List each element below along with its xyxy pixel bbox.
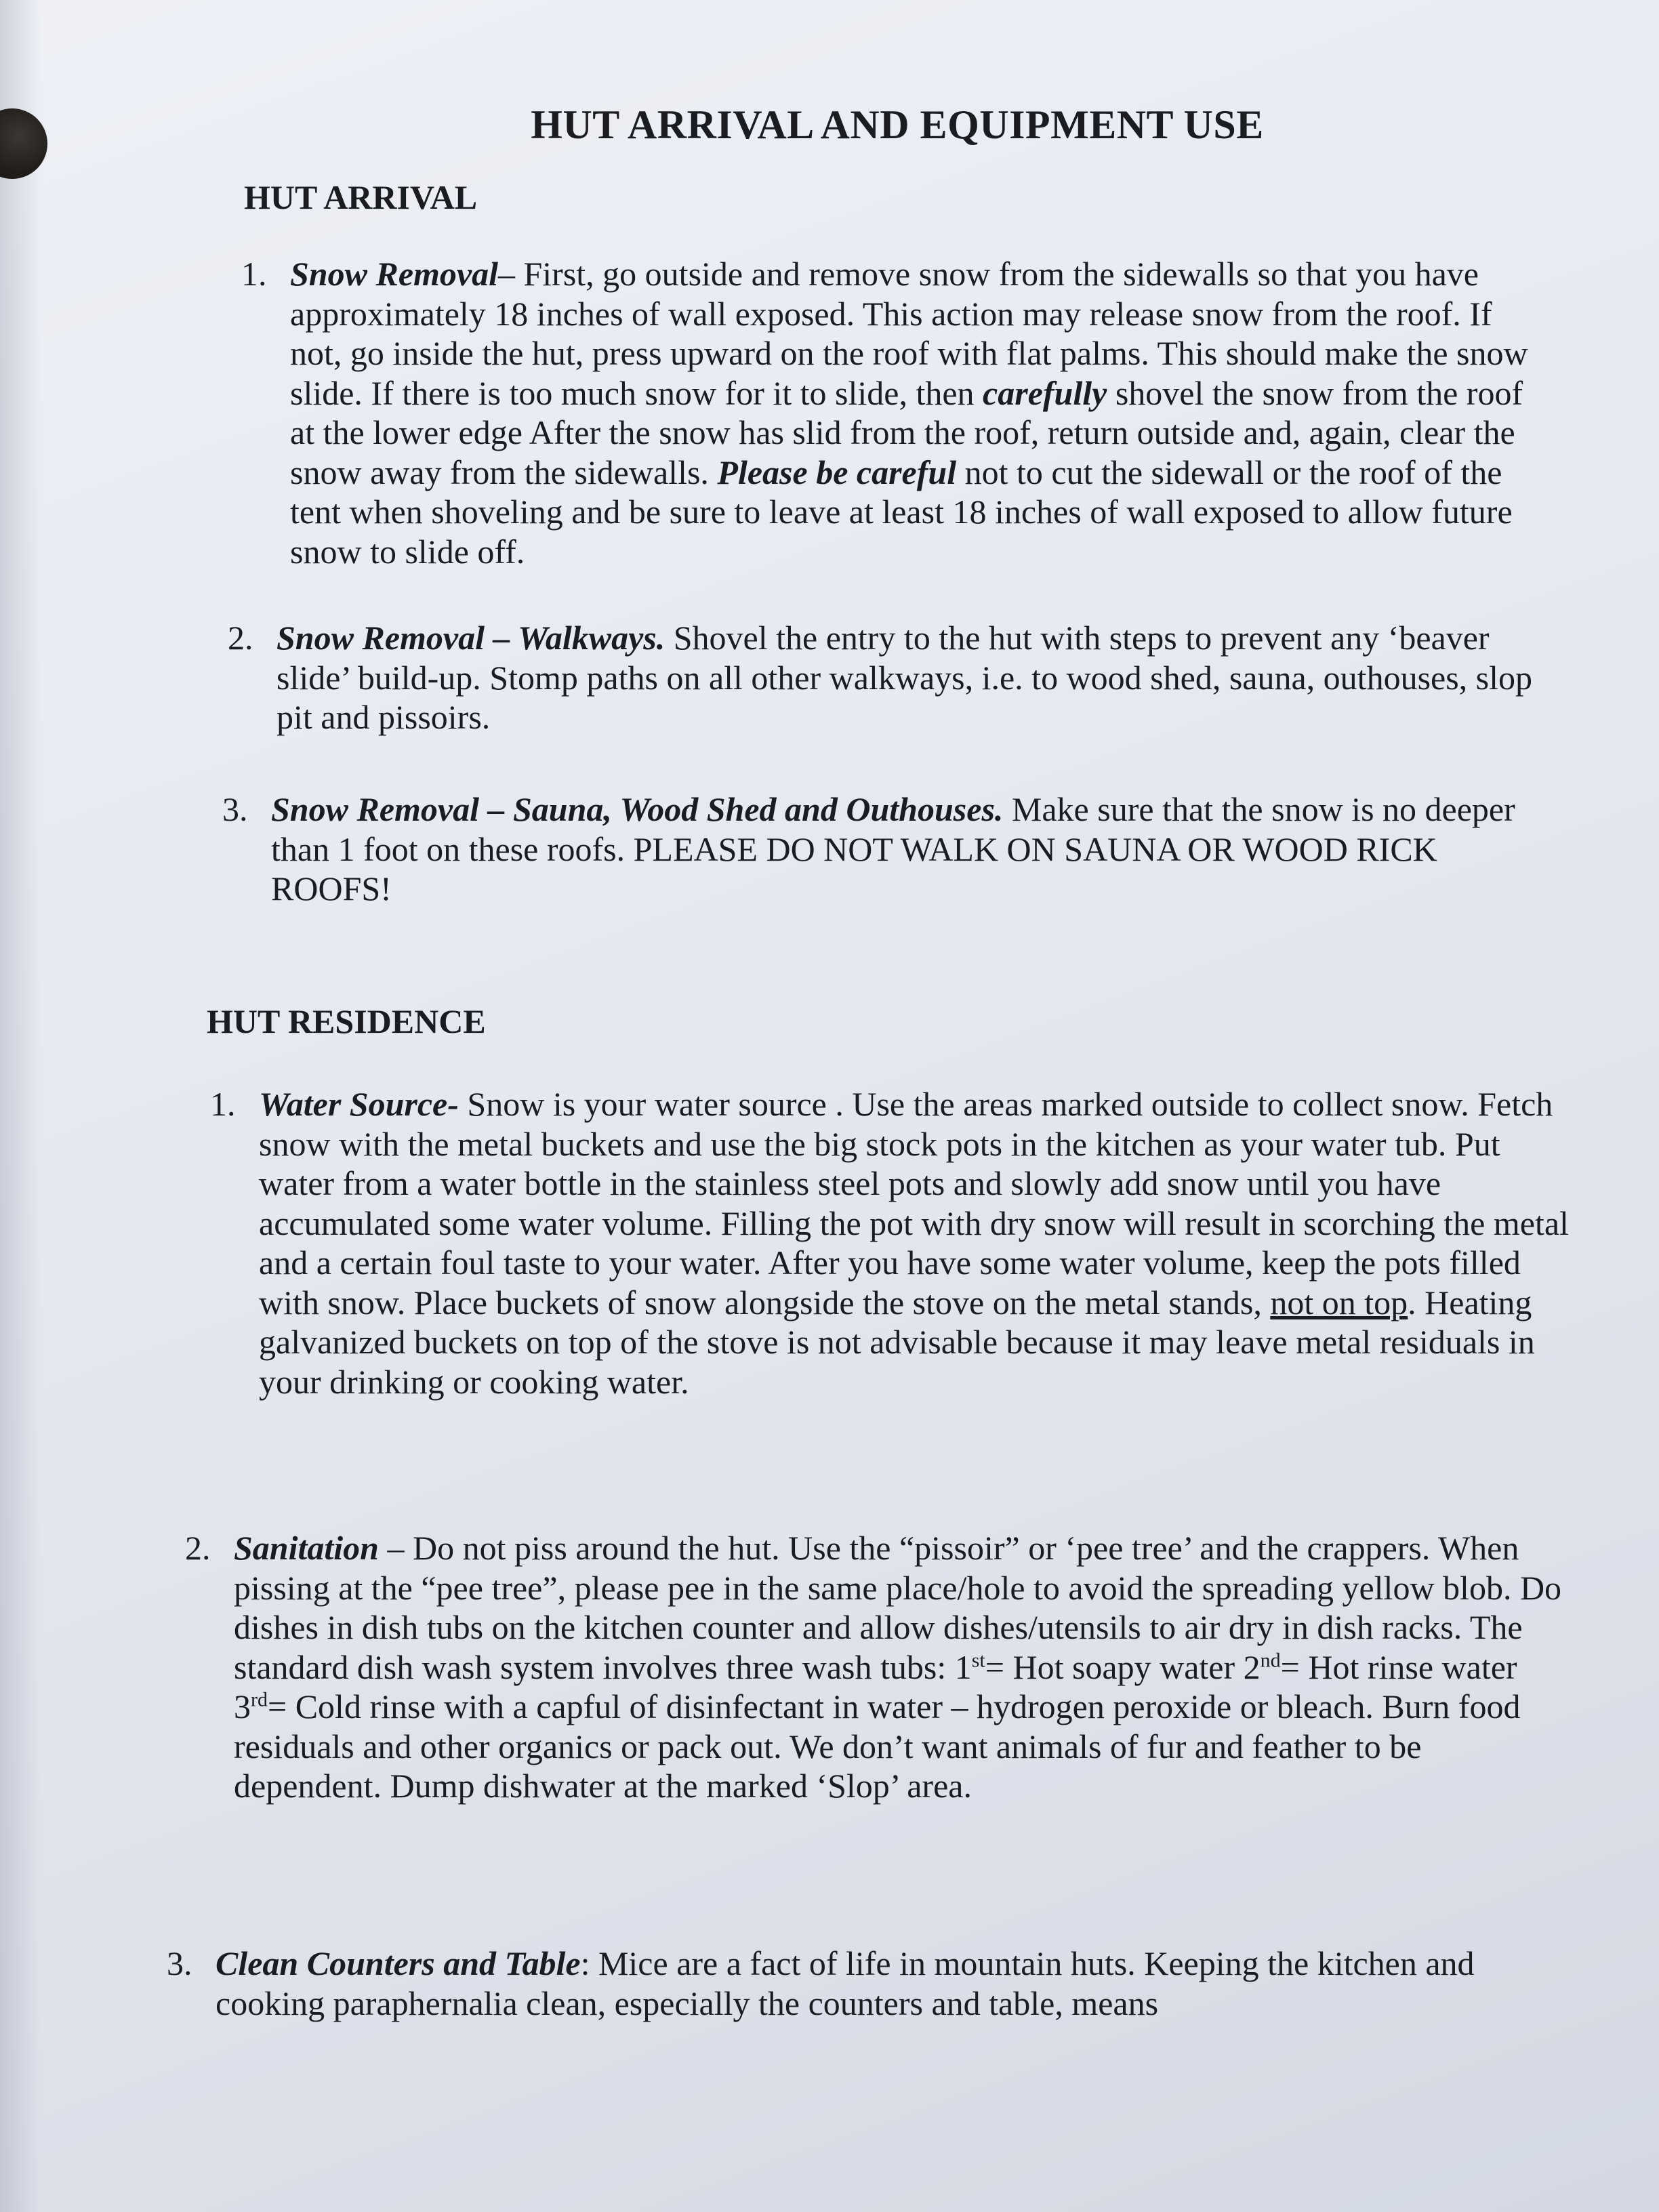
- list-item: [222, 790, 1545, 909]
- item-number: 1.: [241, 255, 267, 293]
- item-text: = Cold rinse with a capful of disinfectant in water – hydrogen peroxide or bleach. Burn food residuals and other organics or pack out. We don’t want animals of fur and feather to be dependent. Dump dishwater at the marked ‘Slop’ area.: [234, 1687, 1521, 1805]
- item-number: 2.: [228, 619, 253, 657]
- item-text: Make sure that the snow is no deeper than 1 foot on these roofs. PLEASE DO NOT WALK ON SAUNA OR WOOD RICK ROOFS!: [271, 790, 1515, 907]
- section-heading-hut-arrival: HUT ARRIVAL: [244, 178, 478, 216]
- item-text: – Do not piss around the hut. Use the “pissoir” or ‘pee tree’ and the crappers. When pissing at the “pee tree”, please pee in the same place/hole to avoid the spreading yellow blob. Do dishes in dish tubs on the kitchen counter and allow dishes/utensils to air dry in dish racks. The standard dish wash system involves three wash tubs: 1: [234, 1529, 1562, 1686]
- item-text: – First, go outside and remove snow from the sidewalls so that you have approximately 18 inches of wall exposed. This action may release snow from the roof. If not, go inside the hut, press upward on the roof with flat palms. This should make the snow slide. If there is too much snow for it to slide, then: [290, 255, 1528, 412]
- list-item: [228, 618, 1544, 737]
- item-number: 3.: [167, 1944, 192, 1982]
- item-number: 1.: [210, 1085, 236, 1123]
- list-item: [241, 254, 1530, 571]
- item-lead: Water Source-: [259, 1085, 459, 1123]
- ordinal-suffix: rd: [251, 1688, 268, 1711]
- item-lead: Snow Removal – Walkways.: [276, 619, 665, 657]
- item-text: not to cut the sidewall or the roof of the tent when shoveling and be sure to leave at least 18 inches of wall exposed to allow future snow to slide off.: [290, 453, 1513, 571]
- item-text: . Heating galvanized buckets on top of the stove is not advisable because it may leave metal residuals in your drinking or cooking water.: [259, 1283, 1535, 1401]
- item-text: shovel the snow from the roof at the lower edge After the snow has slid from the roof, return outside and, again, clear the snow away from the sidewalls.: [290, 373, 1523, 491]
- item-emphasis: Please be careful: [717, 453, 957, 491]
- list-item: [210, 1084, 1574, 1401]
- item-text: Shovel the entry to the hut with steps to prevent any ‘beaver slide’ build-up. Stomp paths on all other walkways, i.e. to wood shed, sauna, outhouses, slop pit and pissoirs.: [276, 619, 1533, 736]
- item-text: = Hot soapy water 2: [985, 1647, 1261, 1686]
- item-text: Snow is your water source . Use the areas marked outside to collect snow. Fetch snow with the metal buckets and use the big stock pots in the kitchen as your water tub. Put water from a water bottle in the stainless steel pots and slowly add snow until you have accumulated some water volume. Filling the pot with dry snow will result in scorching the metal and a certain foul taste to your water. After you have some water volume, keep the pots filled with snow. Place buckets of snow alongside the stove on the metal stands,: [259, 1085, 1569, 1322]
- item-text: = Hot rinse water 3: [234, 1647, 1517, 1725]
- item-text: : Mice are a fact of life in mountain huts. Keeping the kitchen and cooking paraphernalia clean, especially the counters and table, means: [216, 1944, 1475, 2022]
- item-lead: Sanitation: [234, 1529, 379, 1567]
- item-emphasis: carefully: [983, 373, 1107, 412]
- item-number: 2.: [185, 1529, 211, 1567]
- item-lead: Snow Removal: [290, 255, 498, 293]
- section-heading-hut-residence: HUT RESIDENCE: [207, 1002, 486, 1040]
- item-lead: Clean Counters and Table: [216, 1944, 581, 1982]
- item-lead: Snow Removal – Sauna, Wood Shed and Outhouses.: [271, 790, 1004, 828]
- item-underlined-text: not on top: [1270, 1283, 1408, 1322]
- ordinal-suffix: st: [971, 1648, 985, 1671]
- document-title: HUT ARRIVAL AND EQUIPMENT USE: [531, 102, 1264, 147]
- list-item: [185, 1528, 1576, 1806]
- item-number: 3.: [222, 790, 248, 828]
- ordinal-suffix: nd: [1260, 1648, 1281, 1671]
- list-item: [167, 1944, 1544, 2023]
